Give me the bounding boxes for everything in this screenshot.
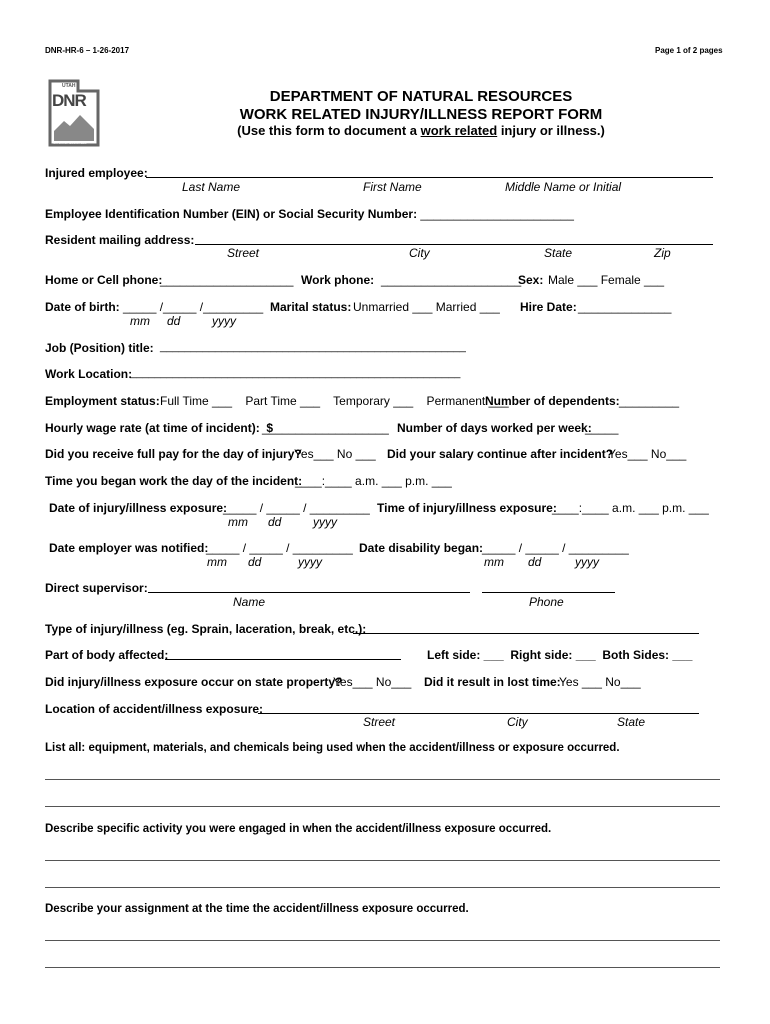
date-injury-label: Date of injury/illness exposure: [49, 501, 228, 515]
date-notified-yyyy: yyyy [298, 555, 322, 569]
date-injury-mm: mm [228, 515, 248, 529]
work-location-field[interactable]: ______________________________________________________ [130, 367, 461, 379]
salary-options[interactable]: Yes___ No___ [608, 447, 687, 461]
date-notified-label: Date employer was notified: [49, 541, 209, 555]
street-caption: Street [227, 246, 260, 260]
full-pay-options[interactable]: Yes___ No ___ [294, 447, 376, 461]
middle-name-caption: Middle Name or Initial [505, 180, 622, 194]
home-phone-label: Home or Cell phone: [45, 273, 163, 287]
dependents-label: Number of dependents: [485, 394, 620, 408]
days-label: Number of days worked per week: [397, 421, 592, 435]
sides-options[interactable]: Left side: ___ Right side: ___ Both Sides: ___ [427, 648, 693, 662]
mailing-address-field[interactable] [195, 244, 713, 245]
body-part-label: Part of body affected: [45, 648, 169, 662]
supervisor-name-field[interactable] [148, 592, 470, 593]
date-injury-yyyy: yyyy [313, 515, 337, 529]
date-notified-field[interactable]: _____ / _____ / _________ [206, 541, 353, 555]
describe-activity-line-1[interactable] [45, 860, 720, 861]
job-title-label: Job (Position) title: [45, 341, 154, 355]
location-field[interactable] [258, 713, 699, 714]
date-injury-dd: dd [268, 515, 282, 529]
injured-employee-field[interactable] [146, 177, 713, 178]
type-injury-field[interactable] [353, 633, 699, 634]
lost-time-label: Did it result in lost time: [424, 675, 561, 689]
work-phone-field[interactable]: _____________________ [381, 273, 522, 287]
hire-date-label: Hire Date: [520, 300, 577, 314]
injured-employee-label: Injured employee: [45, 166, 148, 180]
dob-mm: mm [130, 314, 150, 328]
full-pay-label: Did you receive full pay for the day of injury? [45, 447, 302, 461]
salary-label: Did your salary continue after incident? [387, 447, 614, 461]
work-location-label: Work Location: [45, 367, 133, 381]
work-phone-label: Work phone: [301, 273, 375, 287]
employment-status-label: Employment status: [45, 394, 160, 408]
supervisor-name-caption: Name [233, 595, 266, 609]
zip-caption: Zip [654, 246, 671, 260]
title-instruction: (Use this form to document a work related injury or illness.) [237, 123, 605, 138]
supervisor-phone-field[interactable] [482, 592, 615, 593]
dob-field[interactable]: _____ /_____ /_________ [123, 300, 264, 314]
marital-options[interactable]: Unmarried ___ Married ___ [353, 300, 500, 314]
describe-assignment-label: Describe your assignment at the time the accident/illness exposure occurred. [45, 903, 469, 915]
time-injury-field[interactable]: ____:____ a.m. ___ p.m. ___ [552, 501, 709, 515]
state-property-options[interactable]: Yes___ No___ [333, 675, 412, 689]
page-number: Page 1 of 2 pages [655, 46, 723, 55]
sex-options[interactable]: Male ___ Female ___ [548, 273, 665, 287]
describe-assignment-line-1[interactable] [45, 940, 720, 941]
date-notified-dd: dd [248, 555, 262, 569]
time-injury-label: Time of injury/illness exposure: [377, 501, 557, 515]
dob-yyyy: yyyy [212, 314, 236, 328]
location-state-caption: State [617, 715, 646, 729]
job-title-field[interactable]: __________________________________________________ [160, 341, 466, 353]
describe-activity-label: Describe specific activity you were engaged in when the accident/illness exposure occurred. [45, 823, 552, 835]
days-field[interactable]: _____ [585, 421, 619, 435]
date-injury-field[interactable]: _____ / _____ / _________ [223, 501, 370, 515]
type-injury-label: Type of injury/illness (eg. Sprain, laceration, break, etc.): [45, 622, 367, 636]
describe-assignment-line-2[interactable] [45, 967, 720, 968]
city-caption: City [409, 246, 430, 260]
body-part-field[interactable] [165, 659, 401, 660]
supervisor-label: Direct supervisor: [45, 581, 148, 595]
title-department: DEPARTMENT OF NATURAL RESOURCES [269, 88, 573, 105]
date-disability-field[interactable]: _____ / _____ / _________ [482, 541, 629, 555]
dependents-field[interactable]: _________ [619, 394, 680, 408]
ein-field[interactable]: _______________________ [420, 207, 574, 221]
home-phone-field[interactable]: ____________________ [160, 273, 294, 287]
logo-name: DNR [52, 91, 86, 110]
date-disability-label: Date disability began: [359, 541, 484, 555]
title-form: WORK RELATED INJURY/ILLNESS REPORT FORM [239, 106, 603, 123]
time-began-field[interactable]: ____:____ a.m. ___ p.m. ___ [295, 474, 452, 488]
list-all-line-2[interactable] [45, 806, 720, 807]
wage-field[interactable]: ___________________ [262, 421, 389, 435]
location-label: Location of accident/illness exposure: [45, 702, 264, 716]
describe-activity-line-2[interactable] [45, 887, 720, 888]
list-all-label: List all: equipment, materials, and chemicals being used when the accident/illness or exposure occurred. [45, 742, 620, 754]
last-name-caption: Last Name [182, 180, 241, 194]
date-disability-dd: dd [528, 555, 542, 569]
marital-label: Marital status: [270, 300, 352, 314]
ein-label: Employee Identification Number (EIN) or Social Security Number: _______________________ [45, 207, 574, 221]
first-name-caption: First Name [363, 180, 422, 194]
mailing-address-label: Resident mailing address: [45, 233, 195, 247]
list-all-line-1[interactable] [45, 779, 720, 780]
hire-date-field[interactable]: ______________ [578, 300, 672, 314]
lost-time-options[interactable]: Yes ___ No___ [559, 675, 641, 689]
date-disability-mm: mm [484, 555, 504, 569]
form-id: DNR-HR-6 – 1-26-2017 [45, 46, 130, 55]
date-notified-mm: mm [207, 555, 227, 569]
date-disability-yyyy: yyyy [575, 555, 599, 569]
supervisor-phone-caption: Phone [529, 595, 564, 609]
location-street-caption: Street [363, 715, 396, 729]
logo-tagline: NATURAL RESOURCES [53, 141, 87, 145]
wage-label: Hourly wage rate (at time of incident): $ [45, 421, 274, 435]
state-property-label: Did injury/illness exposure occur on state property? [45, 675, 343, 689]
location-city-caption: City [507, 715, 528, 729]
sex-label: Sex: [518, 273, 544, 287]
time-began-label: Time you began work the day of the incident: [45, 474, 303, 488]
employment-status-options[interactable]: Full Time ___ Part Time ___ Temporary ___ Permanent ___ [160, 394, 509, 408]
dob-label: Date of birth: [45, 300, 120, 314]
logo-state: UTAH [62, 83, 76, 89]
dob-dd: dd [167, 314, 181, 328]
state-caption: State [544, 246, 573, 260]
